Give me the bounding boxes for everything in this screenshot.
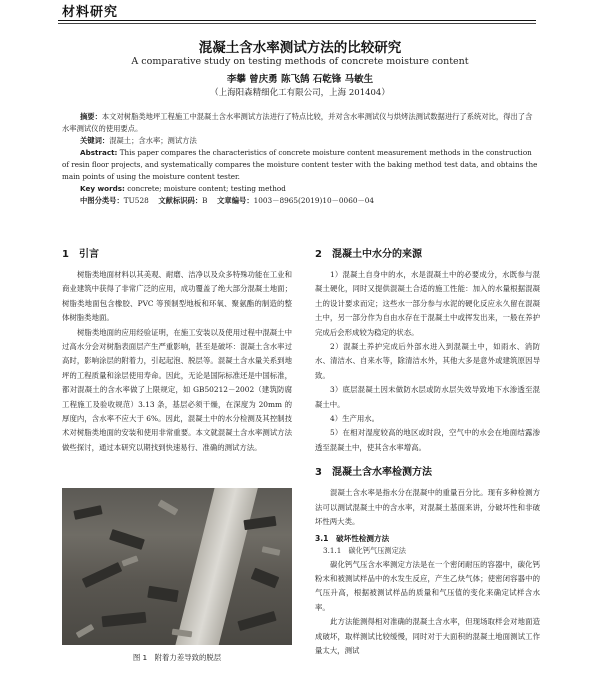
abstract-cn <box>62 111 538 135</box>
abstract-cn-text: 本文对树脂类地坪工程施工中混凝土含水率测试方法进行了特点比较，并对含水率测试仪与烘烤法测试数据进行了系统对比，得出了含水率测试仪的使用要点。 <box>62 112 533 133</box>
keywords-en-label: Key words: <box>80 184 125 193</box>
keywords-cn-text: 混凝土；含水率；测试方法 <box>109 136 197 145</box>
article-title-en: A comparative study on testing methods of concrete moisture content <box>131 56 469 67</box>
debris-flake <box>121 555 138 566</box>
debris-flake <box>262 546 281 556</box>
section-2-item-3: 3）底层混凝土因未做防水层或防水层失效导致地下水渗透至混凝土中。 <box>315 385 540 409</box>
abstract-en-text: This paper compares the characteristics of concrete moisture content measurement methods in the construction of resin floor projects, and systematically compares the moisture content tester with the baking method test data, and obtains the main points of using the moisture content tester. <box>62 148 538 181</box>
journal-header <box>0 0 600 24</box>
section-2-item-5: 5）在相对湿度较高的地区或时段，空气中的水会在地面结露渗透至混凝土中，使其含水率增高。 <box>315 428 540 452</box>
delamination-flake <box>109 529 145 550</box>
article-no-value: 1003－8965(2019)10－0060－04 <box>253 196 375 205</box>
abstract-en <box>62 147 538 183</box>
section-3-1-heading: 3.1 破坏性检测方法 <box>315 533 390 543</box>
clc-value: TU528 <box>123 196 149 205</box>
delamination-flake <box>147 586 179 603</box>
header-rule-thin <box>58 23 536 24</box>
keywords-cn-label: 关键词： <box>80 136 110 145</box>
section-3-1-1-para-2: 此方法能测得相对准确的混凝土含水率，但现场取样会对地面造成破坏，取样测试比较缓慢，同时对于大面积的混凝土地面测试工作量太大，测试 <box>315 617 540 655</box>
article-no-label: 文章编号： <box>217 196 254 205</box>
abstract-cn-label: 摘要： <box>80 112 102 121</box>
keywords-cn <box>62 135 538 147</box>
abstract-en-label: Abstract: <box>80 148 118 157</box>
author-list: 李攀 曾庆勇 陈飞鹄 石乾锋 马敏生 <box>226 74 374 85</box>
author-affiliation: （上海阳森精细化工有限公司，上海 201404） <box>210 88 390 98</box>
section-2-heading: 2 混凝土中水分的来源 <box>315 249 422 260</box>
section-2-item-4: 4）生产用水。 <box>330 414 380 424</box>
doc-code-value: B <box>202 196 208 205</box>
section-3-1-1-heading: 3.1.1 碳化钙气压测定法 <box>323 545 406 555</box>
section-2-item-2: 2）混凝土养护完成后外部水进入到混凝土中，如雨水、消防水、清洁水、自来水等，除清洁水外，其他大多是意外或建筑原因导致。 <box>315 342 540 380</box>
article-title-cn: 混凝土含水率测试方法的比较研究 <box>198 40 402 56</box>
figure-1-photo <box>62 488 292 645</box>
figure-1-caption: 图 1 附着力差导致的脱层 <box>132 653 222 662</box>
keywords-en-text: concrete; moisture content; testing method <box>127 184 286 193</box>
section-1-heading: 1 引言 <box>62 249 99 260</box>
delamination-flake <box>251 568 280 589</box>
section-1-para-1: 树脂类地面材料以其美观、耐磨、洁净以及众多特殊功能在工业和商业建筑中获得了非常广泛的应用，成功覆盖了绝大部分混凝土地面；树脂类地面包含橡胶、PVC 等预制型地板和环氧、聚氨酯的制造的整体树脂类地面。 <box>62 270 292 323</box>
doc-code-label: 文献标识码： <box>158 196 203 205</box>
section-3-1-1-para-1: 碳化钙气压含水率测定方法是在一个密闭耐压的容器中，碳化钙粉末和被测试样品中的水发生反应，产生乙炔气体；使密闭容器中的气压升高，根据被测试样品的质量和气压值的变化来确定试样含水率。 <box>315 559 540 612</box>
section-1-para-2: 树脂类地面的应用经验证明，在施工安装以及使用过程中混凝土中过高水分会对树脂表面层产生严重影响，甚至是破坏：混凝土含水率过高时，影响涂层的附着力，引起起泡、脱层等。混凝土含水量关系到地坪的工程质量和涂层使用寿命。因此，无论是国际标准还是中国标准，都对混凝土的含水率做了上限规定，如 GB50212－2002（建筑防腐工程施工及验收规范）3.13 条，基层必须干燥，在深度为 20mm 的厚度内，含水率不应大于 6%。因此，混凝土中的水分检测及其控制技术对树脂类地面的安装和使用非常重要。本文就混凝土含水率测试方法做些探讨，通过本研究以期找到快速易行、准确的测试方法。 <box>62 327 292 452</box>
classification-line <box>62 195 538 207</box>
section-3-intro: 混凝土含水率是指水分在混凝中的重量百分比。现有多种检测方法可以测试混凝土中的含水率，对混凝土基面来讲，分破坏性和非破坏性两大类。 <box>315 488 540 527</box>
delamination-flake <box>102 612 147 628</box>
section-3-heading: 3 混凝土含水率检测方法 <box>315 467 432 479</box>
delamination-flake <box>82 562 122 588</box>
right-column <box>315 245 540 658</box>
journal-section-tag: 材料研究 <box>62 5 119 20</box>
delamination-flake <box>237 611 276 631</box>
delamination-flake <box>73 505 102 520</box>
keywords-en <box>62 183 538 195</box>
left-column <box>62 245 292 455</box>
abstract-block <box>62 111 538 207</box>
debris-flake <box>76 624 95 638</box>
clc-label: 中图分类号： <box>80 196 124 205</box>
section-2-item-1: 1）混凝土自身中的水，水是混凝土中的必要成分，水既参与混凝土硬化，同时又提供混凝土合适的施工性能：加入的水量根据混凝土的设计要求而定；这些水一部分参与水泥的硬化反应永久留在混凝土中，另一部分作为自由水存在于混凝土中或挥发出来，一般在养护完成后会形成较为稳定的状态。 <box>315 270 540 337</box>
debris-flake <box>158 499 179 515</box>
header-rule <box>58 20 536 21</box>
